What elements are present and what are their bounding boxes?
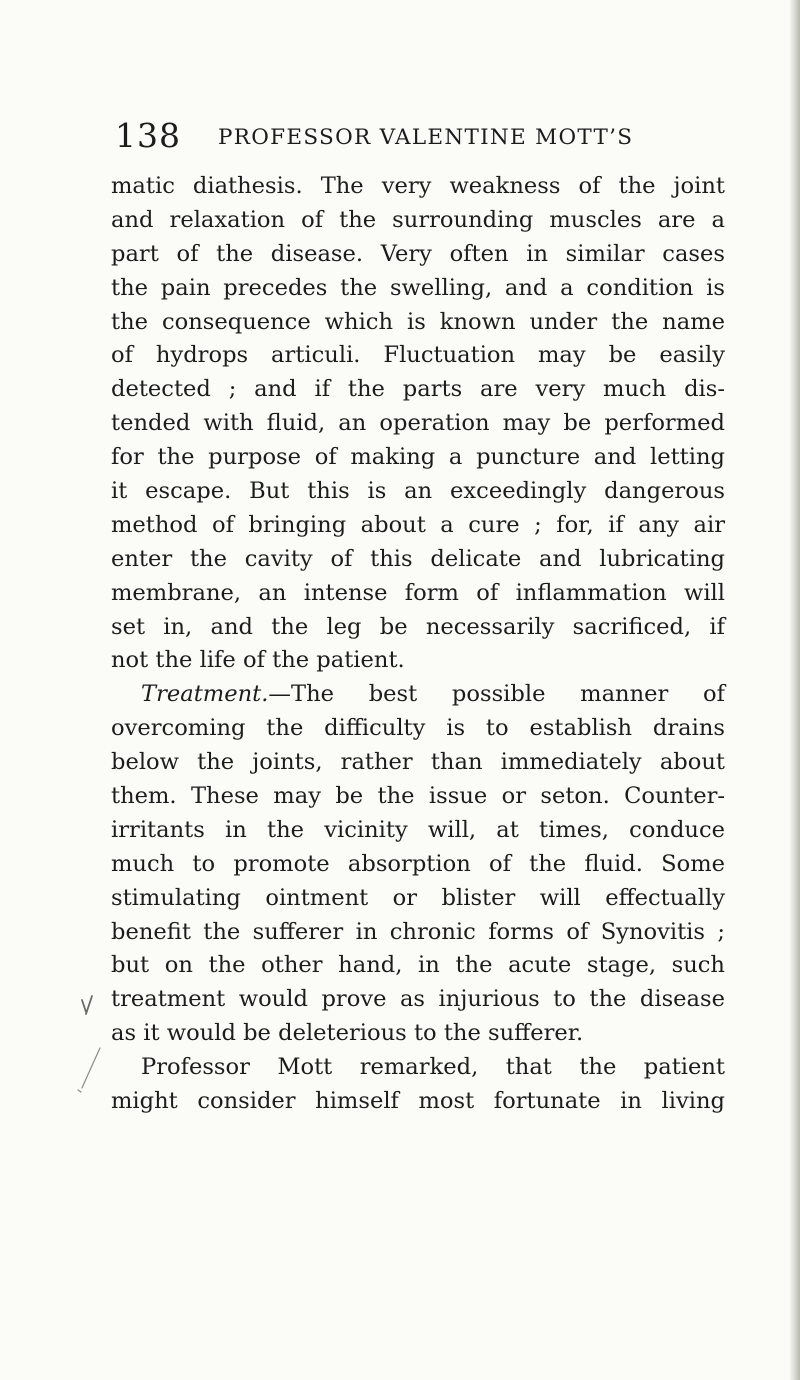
text-line: part of the disease. Very often in similar cases — [111, 240, 725, 267]
pencil-mark-icon — [76, 990, 106, 1110]
text-line: below the joints, rather than immediately about — [111, 749, 725, 776]
text-line: might consider himself most fortunate in living — [111, 1088, 725, 1115]
running-head: PROFESSOR VALENTINE MOTT’S — [218, 125, 634, 150]
text-line: overcoming the difficulty is to establish drains — [111, 715, 725, 742]
text-line: and relaxation of the surrounding muscles are a — [111, 206, 725, 233]
page-edge-shadow — [790, 0, 800, 1380]
text-line: as it would be deleterious to the sufferer. — [111, 1020, 584, 1047]
text-line: tended with fluid, an operation may be performed — [111, 410, 725, 437]
text-line: Professor Mott remarked, that the patient — [141, 1054, 725, 1081]
text-line: much to promote absorption of the fluid. Some — [111, 850, 725, 877]
text-line: it escape. But this is an exceedingly dangerous — [111, 478, 725, 505]
text-line: the pain precedes the swelling, and a condition is — [111, 274, 725, 301]
text-line: stimulating ointment or blister will effectually — [111, 884, 725, 911]
text-line: not the life of the patient. — [111, 647, 405, 674]
treatment-heading: Treatment. — [141, 681, 269, 708]
text-line: detected ; and if the parts are very much dis- — [111, 376, 725, 403]
body-text — [111, 170, 725, 1119]
text-line: but on the other hand, in the acute stage, such — [111, 952, 725, 979]
treatment-paragraph-start — [111, 678, 725, 712]
treatment-first-line: —The best possible manner of — [268, 681, 725, 708]
text-line: of hydrops articuli. Fluctuation may be easily — [111, 342, 725, 369]
text-line: the consequence which is known under the name — [111, 308, 725, 335]
text-line: benefit the sufferer in chronic forms of Synovitis ; — [111, 918, 725, 945]
text-line: set in, and the leg be necessarily sacrificed, if — [111, 613, 725, 640]
text-line: for the purpose of making a puncture and letting — [111, 444, 725, 471]
text-line: method of bringing about a cure ; for, if any air — [111, 511, 725, 538]
text-line: treatment would prove as injurious to the disease — [111, 986, 725, 1013]
text-line: membrane, an intense form of inflammation will — [111, 579, 725, 606]
text-line: them. These may be the issue or seton. Counter- — [111, 783, 725, 810]
page-header — [115, 116, 715, 156]
text-line: enter the cavity of this delicate and lubricating — [111, 545, 725, 572]
text-line: irritants in the vicinity will, at times, conduce — [111, 816, 725, 843]
text-line: matic diathesis. The very weakness of the joint — [111, 173, 725, 199]
page-number: 138 — [115, 116, 181, 155]
